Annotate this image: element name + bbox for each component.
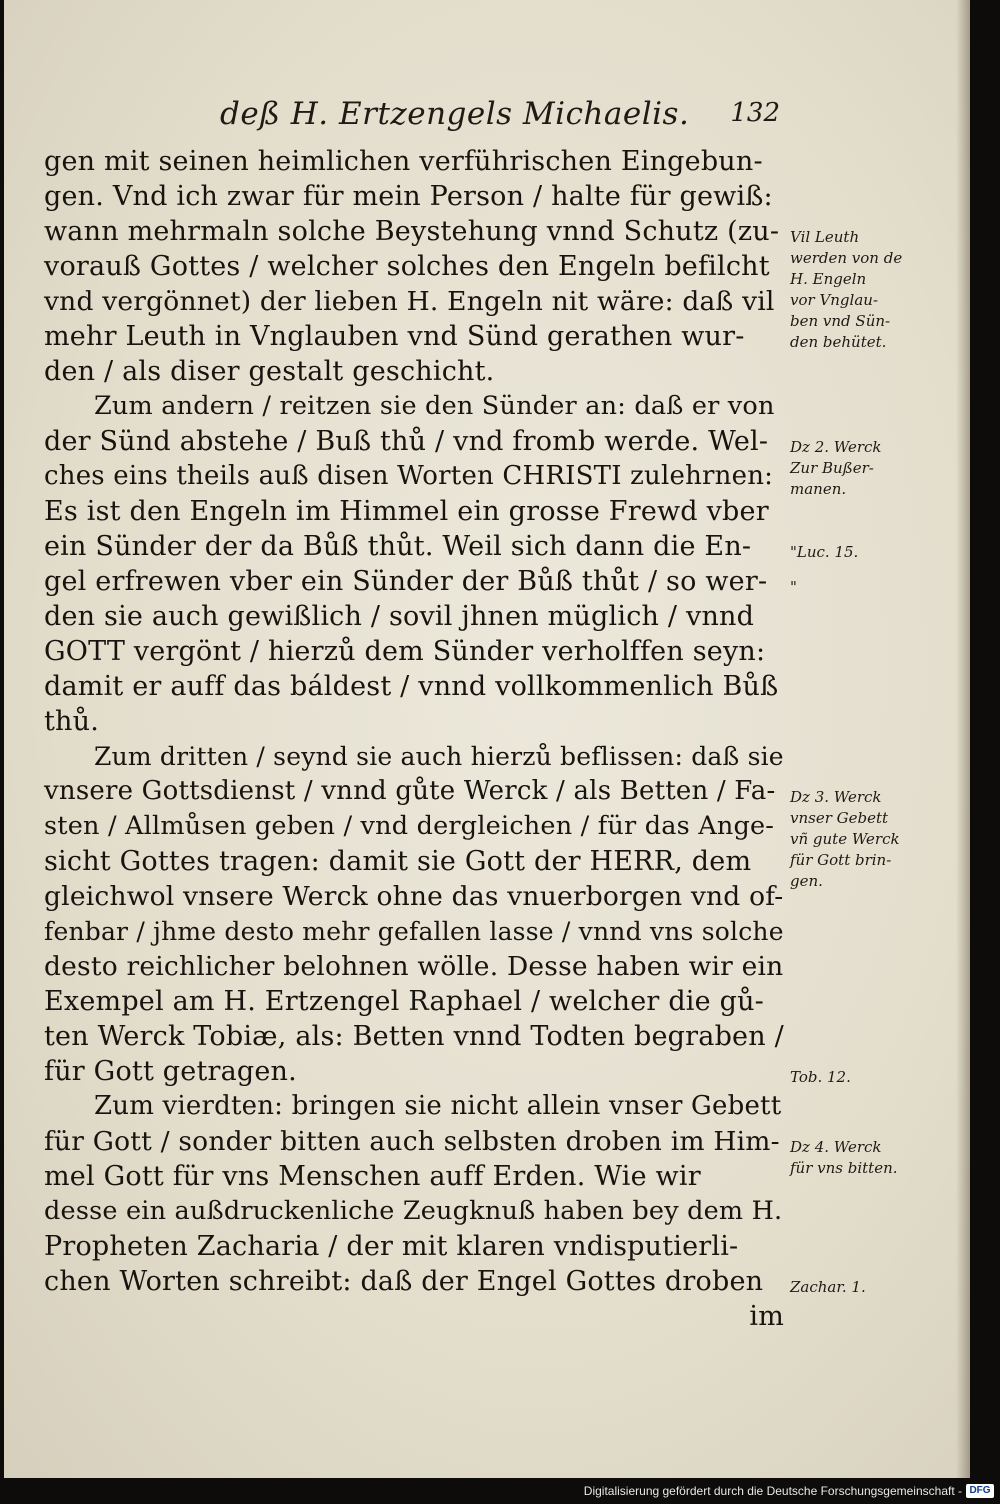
- text-line: ten Werck Tobiæ, als: Betten vnnd Todten begraben /: [44, 1021, 784, 1052]
- page-edge-shadow: [956, 0, 970, 1478]
- text-line: vnsere Gottsdienst / vnnd gůte Werck / als Betten / Fa-: [44, 776, 776, 806]
- margin-note: [790, 1137, 898, 1179]
- margin-note-line: vñ gute Werck: [790, 830, 900, 848]
- margin-note-line: ": [790, 578, 797, 596]
- margin-note: [790, 577, 797, 598]
- main-text-block: [44, 144, 786, 1334]
- text-line: gen mit seinen heimlichen verführischen Eingebun-: [44, 146, 763, 177]
- margin-note: [790, 227, 902, 353]
- text-line: sten / Allmůsen geben / vnd dergleichen / für das Ange-: [44, 811, 775, 841]
- margin-note-line: Dz 3. Werck: [790, 788, 882, 806]
- text-line: chen Worten schreibt: daß der Engel Gottes droben: [44, 1266, 764, 1297]
- text-line: für Gott / sonder bitten auch selbsten droben im Him-: [44, 1126, 780, 1157]
- margin-note-line: gen.: [790, 872, 823, 890]
- margin-note-line: "Luc. 15.: [790, 543, 859, 561]
- dfg-logo: DFG: [966, 1484, 994, 1498]
- text-line: GOTT vergönt / hierzů dem Sünder verholffen seyn:: [44, 636, 766, 667]
- text-line: gen. Vnd ich zwar für mein Person / halte für gewiß:: [44, 181, 773, 212]
- margin-note-line: Tob. 12.: [790, 1068, 851, 1086]
- text-line: mehr Leuth in Vnglauben vnd Sünd gerathen wur-: [44, 321, 745, 352]
- text-line: wann mehrmaln solche Beystehung vnnd Schutz (zu-: [44, 216, 780, 247]
- text-line: für Gott getragen.: [44, 1056, 297, 1087]
- margin-note-line: vor Vnglau-: [790, 291, 879, 309]
- text-line: Exempel am H. Ertzengel Raphael / welcher die gů-: [44, 986, 765, 1017]
- margin-note-line: den behütet.: [790, 333, 887, 351]
- catchword: im: [749, 1301, 784, 1332]
- text-line: vnd vergönnet) der lieben H. Engeln nit wäre: daß vil: [44, 286, 775, 317]
- text-line: Zum dritten / seynd sie auch hierzů beflissen: daß sie: [94, 742, 784, 771]
- margin-note-line: vnser Gebett: [790, 809, 889, 827]
- margin-note: [790, 1277, 866, 1298]
- text-line: Es ist den Engeln im Himmel ein grosse Frewd vber: [44, 496, 769, 527]
- text-line: den sie auch gewißlich / sovil jhnen müglich / vnnd: [44, 601, 755, 632]
- margin-notes: [790, 0, 950, 1400]
- margin-note-line: für Gott brin-: [790, 851, 892, 869]
- running-title: deß H. Ertzengels Michaelis.: [220, 96, 690, 132]
- margin-note: [790, 437, 882, 500]
- text-line: Propheten Zacharia / der mit klaren vndisputierli-: [44, 1231, 739, 1262]
- text-line: mel Gott für vns Menschen auff Erden. Wie wir: [44, 1161, 701, 1192]
- text-line: ein Sünder der da Bůß thůt. Weil sich dann die En-: [44, 531, 752, 562]
- text-line: desto reichlicher belohnen wölle. Desse haben wir ein: [44, 951, 784, 982]
- margin-note-line: Zachar. 1.: [790, 1278, 866, 1296]
- text-line: vorauß Gottes / welcher solches den Engeln befilcht: [44, 251, 770, 282]
- margin-note-line: Zur Bußer-: [790, 459, 874, 477]
- text-line: den / als diser gestalt geschicht.: [44, 356, 495, 387]
- text-line: Zum andern / reitzen sie den Sünder an: daß er von: [94, 391, 775, 421]
- text-line: damit er auff das báldest / vnnd vollkommenlich Bůß: [44, 671, 779, 702]
- text-line: desse ein außdruckenliche Zeugknuß haben bey dem H.: [44, 1196, 783, 1226]
- margin-note-line: ben vnd Sün-: [790, 312, 891, 330]
- text-line: ches eins theils auß disen Worten CHRISTI zulehrnen:: [44, 461, 774, 491]
- margin-note-line: Vil Leuth: [790, 228, 860, 246]
- footer-credit: Digitalisierung gefördert durch die Deutsche Forschungsgemeinschaft -: [583, 1484, 962, 1498]
- margin-note-line: Dz 4. Werck: [790, 1138, 882, 1156]
- text-line: Zum vierdten: bringen sie nicht allein vnser Gebett: [94, 1091, 782, 1121]
- text-line: thů.: [44, 706, 100, 737]
- margin-note-line: manen.: [790, 480, 847, 498]
- running-header: [220, 96, 780, 140]
- book-page: [4, 0, 970, 1478]
- page-number: 132: [730, 98, 780, 128]
- text-line: gel erfrewen vber ein Sünder der Bůß thůt / so wer-: [44, 566, 768, 597]
- text-line: sicht Gottes tragen: damit sie Gott der HERR, dem: [44, 846, 752, 877]
- margin-note: [790, 542, 858, 563]
- margin-note-line: werden von de: [790, 249, 903, 267]
- margin-note: [790, 787, 900, 892]
- margin-note-line: H. Engeln: [790, 270, 867, 288]
- margin-note: [790, 1067, 851, 1088]
- margin-note-line: für vns bitten.: [790, 1159, 898, 1177]
- margin-note-line: Dz 2. Werck: [790, 438, 882, 456]
- text-line: gleichwol vnsere Werck ohne das vnuerborgen vnd of-: [44, 881, 784, 912]
- text-line: der Sünd abstehe / Buß thů / vnd fromb werde. Wel-: [44, 426, 769, 457]
- text-line: fenbar / jhme desto mehr gefallen lasse / vnnd vns solche: [44, 917, 784, 946]
